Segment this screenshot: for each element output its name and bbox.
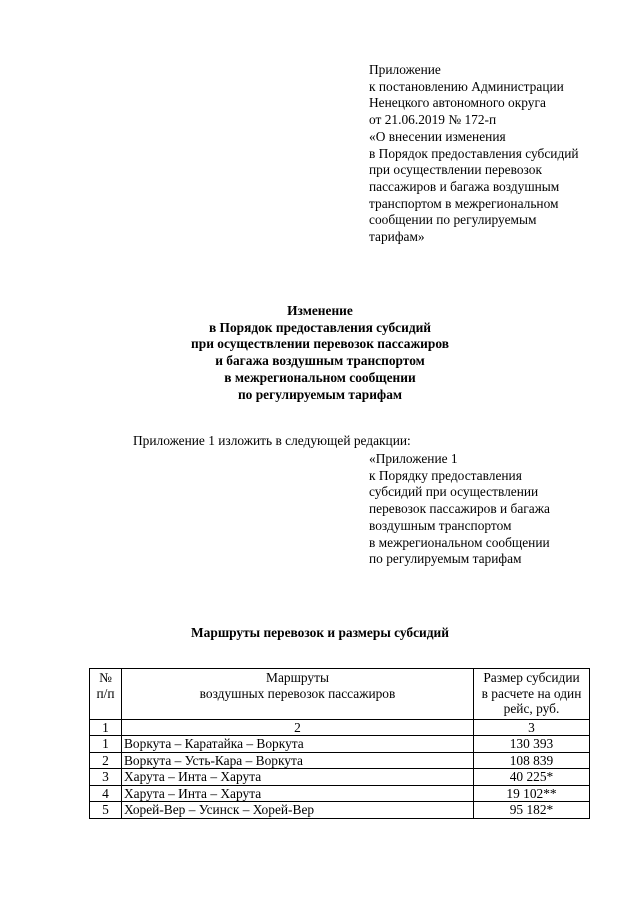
row-num: 4 (90, 785, 122, 802)
column-number: 2 (122, 719, 474, 736)
appendix-line: при осуществлении перевозок (369, 162, 542, 178)
row-num: 5 (90, 802, 122, 819)
header-num: № п/п (90, 669, 122, 720)
appendix1-line: перевозок пассажиров и багажа (369, 501, 550, 517)
table-row (90, 752, 590, 769)
row-subsidy: 95 182* (474, 802, 590, 819)
appendix-reference-block (369, 62, 579, 246)
heading-line: Изменение (287, 303, 353, 318)
row-num: 3 (90, 769, 122, 786)
row-subsidy: 108 839 (474, 752, 590, 769)
appendix-line: «О внесении изменения (369, 128, 506, 144)
document-heading (0, 303, 640, 403)
table-row (90, 736, 590, 753)
row-route: Воркута – Каратайка – Воркута (122, 736, 474, 753)
row-route: Хорей-Вер – Усинск – Хорей-Вер (122, 802, 474, 819)
table-header-row (90, 669, 590, 720)
routes-table (89, 668, 590, 819)
row-route: Воркута – Усть-Кара – Воркута (122, 752, 474, 769)
appendix-line: Приложение (369, 62, 441, 77)
table-row (90, 769, 590, 786)
instruction-text: Приложение 1 изложить в следующей редакции: (133, 433, 411, 448)
column-number: 1 (90, 719, 122, 736)
row-num: 1 (90, 736, 122, 753)
appendix-line: сообщении по регулируемым (369, 212, 537, 228)
appendix-line: тарифам» (369, 229, 425, 245)
appendix1-line: субсидий при осуществлении (369, 484, 539, 500)
header-route: Маршруты воздушных перевозок пассажиров (122, 669, 474, 720)
appendix1-line: к Порядку предоставления (369, 467, 522, 483)
row-subsidy: 40 225* (474, 769, 590, 786)
header-subsidy: Размер субсидии в расчете на один рейс, руб. (474, 669, 590, 720)
appendix-line: к постановлению Администрации (369, 78, 564, 94)
row-subsidy: 19 102** (474, 785, 590, 802)
row-num: 2 (90, 752, 122, 769)
row-route: Харута – Инта – Харута (122, 769, 474, 786)
row-subsidy: 130 393 (474, 736, 590, 753)
row-route: Харута – Инта – Харута (122, 785, 474, 802)
appendix1-line: «Приложение 1 (369, 451, 458, 466)
heading-line: при осуществлении перевозок пассажиров (191, 336, 449, 352)
table-row (90, 802, 590, 819)
table-title: Маршруты перевозок и размеры субсидий (191, 625, 449, 640)
appendix1-reference-block (369, 451, 550, 568)
appendix-line: в Порядок предоставления субсидий (369, 145, 579, 161)
appendix-line: транспортом в межрегиональном (369, 195, 559, 211)
appendix-line: от 21.06.2019 № 172-п (369, 112, 497, 128)
column-number-row (90, 719, 590, 736)
heading-line: и багажа воздушным транспортом (215, 353, 425, 369)
appendix1-line: по регулируемым тарифам (369, 551, 522, 567)
heading-line: по регулируемым тарифам (237, 386, 403, 402)
table-row (90, 785, 590, 802)
heading-line: в межрегиональном сообщении (224, 369, 416, 385)
appendix1-line: воздушным транспортом (369, 517, 512, 533)
column-number: 3 (474, 719, 590, 736)
appendix1-line: в межрегиональном сообщении (369, 534, 550, 550)
appendix-line: Ненецкого автономного округа (369, 95, 546, 111)
heading-line: в Порядок предоставления субсидий (208, 319, 432, 335)
appendix-line: пассажиров и багажа воздушным (369, 178, 560, 194)
